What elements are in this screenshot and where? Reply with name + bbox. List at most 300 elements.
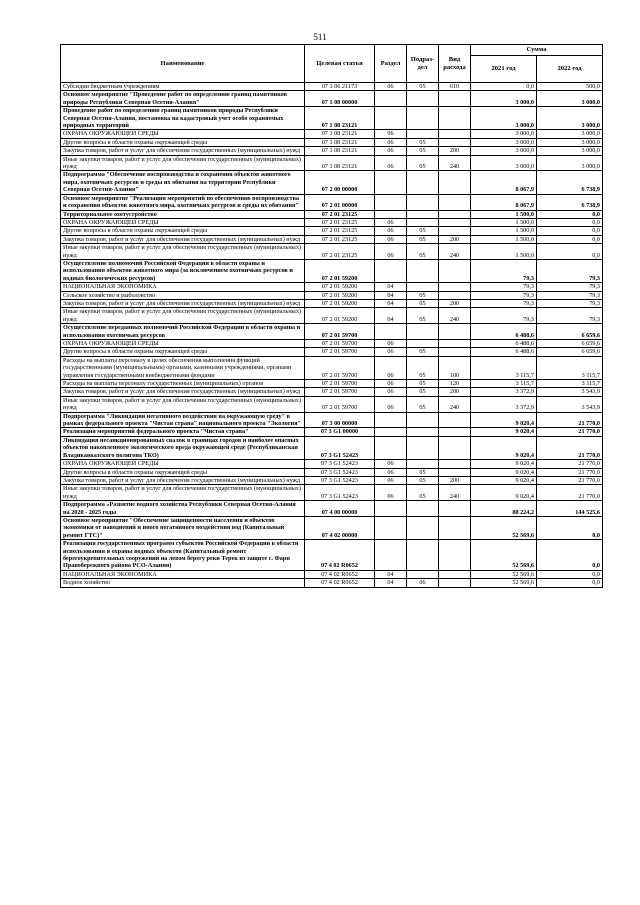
budget-table [60,44,603,588]
row-name: Ликвидация несанкционированных свалок в границах городов и наиболее опасных объектов накопленного экологического вреда окружающей среде (Республиканская Владикавказского полигона ТКО) [61,436,305,459]
table-row [61,235,603,243]
row-sum-2022: 3 000,0 [537,138,603,146]
row-expense-type: 240 [439,485,471,501]
row-sum-2022: 0,0 [537,244,603,260]
row-section: 06 [375,380,407,388]
row-subsection [407,194,439,210]
row-sum-2022: 21 770,0 [537,436,603,459]
row-name: Основное мероприятие "Реализация мероприятий по обеспечению воспроизводства и сохранения объектов животного мира, охотничьих ресурсов и среды их обитания" [61,194,305,210]
row-expense-type [439,259,471,282]
row-subsection: 05 [407,485,439,501]
row-sum-2021: 9 020,4 [471,412,537,428]
row-name: Сельское хозяйство и рыболовство [61,291,305,299]
page-number: 511 [313,32,327,42]
row-sum-2021: 8 067,9 [471,194,537,210]
row-subsection: 05 [407,299,439,307]
row-sum-2022: 21 770,0 [537,412,603,428]
row-sum-2022: 3 543,9 [537,396,603,412]
row-subsection [407,340,439,348]
row-name: НАЦИОНАЛЬНАЯ ЭКОНОМИКА [61,283,305,291]
row-sum-2022: 0,0 [537,570,603,578]
header-year-2021: 2021 год [471,56,537,83]
row-name: Осуществление полномочий Российской Федерации в области охраны и использования объектов животного мира (за исключением охотничьих ресурсов и водных биологических ресурсов) [61,259,305,282]
row-target-code: 07 3 G1 00000 [305,428,375,436]
row-sum-2022: 0,0 [537,218,603,226]
row-subsection: 05 [407,155,439,171]
row-target-code: 07 2 01 59700 [305,356,375,379]
row-subsection [407,516,439,539]
row-subsection [407,436,439,459]
row-section [375,259,407,282]
row-sum-2021: 3 000,0 [471,130,537,138]
row-sum-2021: 9 020,4 [471,485,537,501]
table-row [61,570,603,578]
row-sum-2022: 3 000,0 [537,147,603,155]
row-sum-2021: 9 020,4 [471,460,537,468]
row-target-code: 07 1 08 23121 [305,138,375,146]
row-sum-2022: 79,3 [537,283,603,291]
row-expense-type [439,501,471,517]
row-subsection [407,501,439,517]
row-sum-2022: 6 659,6 [537,324,603,340]
row-sum-2022: 6 738,9 [537,171,603,194]
row-target-code: 07 3 G1 52423 [305,476,375,484]
row-section [375,194,407,210]
header-expense-type: Вид расхода [439,45,471,83]
row-target-code: 07 2 01 00000 [305,194,375,210]
row-target-code: 07 4 00 00000 [305,501,375,517]
row-expense-type [439,324,471,340]
row-subsection: 05 [407,235,439,243]
row-sum-2021: 79,3 [471,299,537,307]
row-section: 06 [375,138,407,146]
table-row [61,130,603,138]
row-target-code: 07 2 01 59200 [305,299,375,307]
row-target-code: 07 2 01 59700 [305,348,375,356]
table-row [61,412,603,428]
row-name: Закупка товаров, работ и услуг для обеспечения государственных (муниципальных) нужд [61,235,305,243]
row-sum-2022: 500,0 [537,83,603,91]
table-row [61,324,603,340]
header-sum: Сумма [471,45,603,56]
row-sum-2022: 21 770,0 [537,428,603,436]
row-expense-type [439,91,471,107]
row-sum-2022: 0,0 [537,210,603,218]
row-subsection [407,460,439,468]
row-subsection [407,107,439,130]
row-expense-type [439,436,471,459]
row-target-code: 07 1 08 23121 [305,147,375,155]
row-expense-type [439,130,471,138]
row-name: Расходы на выплаты персоналу в целях обеспечения выполнения функций государственными (муниципальными) органами, казенными учреждениями, органами управления государственными внебюджетными фондами [61,356,305,379]
row-section: 06 [375,460,407,468]
row-target-code: 07 1 08 23121 [305,130,375,138]
row-expense-type: 610 [439,83,471,91]
row-subsection: 05 [407,227,439,235]
row-target-code: 07 2 01 23125 [305,244,375,260]
row-target-code: 07 2 01 23125 [305,235,375,243]
row-target-code: 07 1 08 23121 [305,155,375,171]
table-row [61,460,603,468]
row-expense-type [439,348,471,356]
row-section: 06 [375,147,407,155]
row-name: Подпрограмма «Развитие водного хозяйства Республики Северная Осетия-Алания на 2020 - 2025 годы [61,501,305,517]
row-sum-2022: 79,3 [537,299,603,307]
table-row [61,299,603,307]
row-subsection [407,570,439,578]
row-target-code: 07 4 02 R0652 [305,540,375,571]
row-subsection [407,324,439,340]
row-subsection [407,210,439,218]
row-name: Реализация мероприятий федерального проекта "Чистая страна" [61,428,305,436]
row-sum-2021: 52 569,6 [471,516,537,539]
header-year-2022: 2022 год [537,56,603,83]
row-sum-2022: 0,0 [537,540,603,571]
row-section [375,412,407,428]
row-section: 06 [375,155,407,171]
row-sum-2022: 21 770,0 [537,485,603,501]
row-section: 06 [375,227,407,235]
row-section: 06 [375,83,407,91]
table-row [61,308,603,324]
row-name: Расходы на выплаты персоналу государственных (муниципальных) органов [61,380,305,388]
row-subsection: 05 [407,147,439,155]
row-expense-type [439,540,471,571]
row-sum-2021: 79,3 [471,291,537,299]
row-name: ОХРАНА ОКРУЖАЮЩЕЙ СРЕДЫ [61,218,305,226]
table-row [61,283,603,291]
row-sum-2021: 79,3 [471,308,537,324]
table-row [61,171,603,194]
row-section: 06 [375,476,407,484]
row-target-code: 07 2 01 23125 [305,218,375,226]
row-section [375,171,407,194]
row-sum-2021: 79,3 [471,283,537,291]
table-row [61,138,603,146]
table-row [61,147,603,155]
row-target-code: 07 2 01 23125 [305,210,375,218]
row-sum-2021: 6 488,6 [471,348,537,356]
row-subsection [407,91,439,107]
row-section: 04 [375,579,407,587]
row-expense-type: 200 [439,147,471,155]
row-sum-2022: 21 770,0 [537,468,603,476]
row-expense-type: 200 [439,388,471,396]
row-name: НАЦИОНАЛЬНАЯ ЭКОНОМИКА [61,570,305,578]
row-subsection: 05 [407,476,439,484]
row-section: 04 [375,283,407,291]
header-section: Раздел [375,45,407,83]
row-name: Проведение работ по определению границ памятников природы Республики Северная Осетия-Алания, постановка на кадастровый учет особо охраняемых природных территорий [61,107,305,130]
row-sum-2022: 144 525,6 [537,501,603,517]
row-name: Иные закупки товаров, работ и услуг для обеспечения государственных (муниципальных) нужд [61,396,305,412]
row-section: 06 [375,485,407,501]
table-row [61,244,603,260]
row-section [375,210,407,218]
row-sum-2021: 79,3 [471,259,537,282]
table-row [61,396,603,412]
row-sum-2022: 0,0 [537,227,603,235]
table-row [61,348,603,356]
row-expense-type: 240 [439,308,471,324]
row-subsection: 06 [407,579,439,587]
row-name: Иные закупки товаров, работ и услуг для обеспечения государственных (муниципальных) нужд [61,485,305,501]
row-name: Закупка товаров, работ и услуг для обеспечения государственных (муниципальных) нужд [61,388,305,396]
row-expense-type [439,460,471,468]
row-section: 06 [375,235,407,243]
row-expense-type [439,283,471,291]
row-name: Осуществление переданных полномочий Российской Федерации в области охраны и использования охотничьих ресурсов [61,324,305,340]
table-row [61,91,603,107]
table-row [61,356,603,379]
row-sum-2022: 0,0 [537,579,603,587]
row-sum-2021: 1 500,0 [471,218,537,226]
table-row [61,540,603,571]
row-sum-2022: 3 115,7 [537,380,603,388]
row-sum-2021: 6 488,6 [471,324,537,340]
row-sum-2022: 6 659,6 [537,348,603,356]
row-expense-type: 200 [439,235,471,243]
row-sum-2021: 0,0 [471,83,537,91]
row-subsection [407,171,439,194]
row-name: Закупка товаров, работ и услуг для обеспечения государственных (муниципальных) нужд [61,299,305,307]
table-row [61,107,603,130]
table-row [61,428,603,436]
row-section: 04 [375,299,407,307]
row-subsection: 05 [407,83,439,91]
row-sum-2021: 3 000,0 [471,107,537,130]
header-code: Целевая статья [305,45,375,83]
row-name: Субсидии бюджетным учреждениям [61,83,305,91]
row-section: 04 [375,308,407,324]
row-sum-2021: 9 020,4 [471,436,537,459]
row-name: Реализация государственных программ субъектов Российской Федерации в области использования и охраны водных объектов (Капитальный ремонт берегоукрепительных сооружений на левом берегу реки Терек из защите с. Фарн Правобережного района РСО-Алания) [61,540,305,571]
row-target-code: 07 1 06 21173 [305,83,375,91]
row-name: ОХРАНА ОКРУЖАЮЩЕЙ СРЕДЫ [61,460,305,468]
row-expense-type: 240 [439,244,471,260]
table-row [61,380,603,388]
row-subsection: 05 [407,356,439,379]
row-target-code: 07 2 01 59200 [305,308,375,324]
table-row [61,485,603,501]
row-subsection [407,540,439,571]
row-sum-2021: 3 000,0 [471,155,537,171]
row-section: 06 [375,130,407,138]
row-sum-2021: 1 500,0 [471,235,537,243]
row-sum-2022: 6 738,9 [537,194,603,210]
row-sum-2021: 52 569,6 [471,570,537,578]
row-expense-type: 100 [439,356,471,379]
row-expense-type [439,107,471,130]
row-expense-type: 200 [439,476,471,484]
row-sum-2022: 79,3 [537,308,603,324]
table-row [61,83,603,91]
row-expense-type [439,227,471,235]
row-expense-type [439,428,471,436]
row-name: Территориальное охотустройство [61,210,305,218]
row-subsection: 05 [407,380,439,388]
row-sum-2021: 52 569,6 [471,579,537,587]
row-target-code: 07 2 01 59700 [305,380,375,388]
row-sum-2021: 3 372,9 [471,388,537,396]
row-sum-2022: 3 000,0 [537,91,603,107]
table-body [61,83,603,588]
row-sum-2022: 21 770,0 [537,476,603,484]
row-section: 06 [375,244,407,260]
row-subsection: 05 [407,291,439,299]
row-name: Другие вопросы в области охраны окружающей среды [61,227,305,235]
row-section: 06 [375,396,407,412]
table-row [61,227,603,235]
row-subsection [407,283,439,291]
row-expense-type [439,570,471,578]
table-row [61,259,603,282]
header-subsection: Подраз-дел [407,45,439,83]
row-subsection: 05 [407,468,439,476]
row-name: Закупка товаров, работ и услуг для обеспечения государственных (муниципальных) нужд [61,147,305,155]
row-target-code: 07 3 G1 52423 [305,460,375,468]
row-subsection [407,412,439,428]
row-target-code: 07 2 01 59700 [305,388,375,396]
row-sum-2022: 79,3 [537,259,603,282]
row-subsection [407,259,439,282]
row-sum-2022: 6 659,6 [537,340,603,348]
row-sum-2021: 3 372,9 [471,396,537,412]
row-subsection: 05 [407,244,439,260]
table-row [61,155,603,171]
row-expense-type: 200 [439,299,471,307]
row-expense-type [439,194,471,210]
row-target-code: 07 3 G1 52423 [305,436,375,459]
row-sum-2022: 3 000,0 [537,130,603,138]
row-target-code: 07 3 00 00000 [305,412,375,428]
row-name: Основное мероприятие "Проведение работ по определению границ памятников природы Республики Северная Осетия-Алания" [61,91,305,107]
table-row [61,476,603,484]
row-target-code: 07 2 01 59200 [305,259,375,282]
row-expense-type [439,412,471,428]
row-section [375,516,407,539]
table-row [61,516,603,539]
row-expense-type: 240 [439,396,471,412]
row-target-code: 07 2 01 59200 [305,283,375,291]
row-sum-2021: 9 020,4 [471,476,537,484]
table-row [61,501,603,517]
row-sum-2021: 52 569,6 [471,540,537,571]
table-row [61,194,603,210]
row-section: 04 [375,570,407,578]
row-sum-2022: 3 000,0 [537,155,603,171]
table-row [61,340,603,348]
row-expense-type [439,218,471,226]
row-sum-2021: 8 067,9 [471,171,537,194]
row-sum-2021: 88 224,2 [471,501,537,517]
row-target-code: 07 1 08 00000 [305,91,375,107]
row-expense-type: 240 [439,155,471,171]
row-section: 06 [375,340,407,348]
row-sum-2022: 0,0 [537,235,603,243]
row-sum-2021: 9 020,4 [471,468,537,476]
row-target-code: 07 2 01 23125 [305,227,375,235]
row-name: Закупка товаров, работ и услуг для обеспечения государственных (муниципальных) нужд [61,476,305,484]
row-section [375,540,407,571]
row-expense-type [439,468,471,476]
row-name: ОХРАНА ОКРУЖАЮЩЕЙ СРЕДЫ [61,340,305,348]
header-name: Наименование [61,45,305,83]
row-sum-2021: 1 500,0 [471,244,537,260]
row-sum-2021: 1 500,0 [471,227,537,235]
row-section: 06 [375,356,407,379]
row-expense-type: 120 [439,380,471,388]
row-name: Водное хозяйство [61,579,305,587]
row-section [375,436,407,459]
row-sum-2022: 21 770,0 [537,460,603,468]
table-row [61,436,603,459]
row-target-code: 07 4 02 R0652 [305,579,375,587]
row-section: 06 [375,218,407,226]
row-sum-2021: 1 500,0 [471,210,537,218]
row-target-code: 07 2 01 59700 [305,324,375,340]
row-section [375,107,407,130]
row-name: Основное мероприятие "Обеспечение защищенности населения и объектов экономики от наводнений и иного негативного воздействия вод (Капитальный ремонт ГТС)" [61,516,305,539]
row-target-code: 07 3 G1 52423 [305,485,375,501]
row-name: Другие вопросы в области охраны окружающей среды [61,348,305,356]
row-sum-2022: 3 115,7 [537,356,603,379]
row-subsection: 05 [407,308,439,324]
row-name: Другие вопросы в области охраны окружающей среды [61,468,305,476]
row-section: 06 [375,388,407,396]
row-section [375,428,407,436]
row-subsection: 05 [407,388,439,396]
row-sum-2021: 3 000,0 [471,91,537,107]
row-target-code: 07 4 02 00000 [305,516,375,539]
table-row [61,468,603,476]
row-sum-2022: 79,3 [537,291,603,299]
row-sum-2021: 9 020,4 [471,428,537,436]
row-expense-type [439,340,471,348]
row-subsection: 05 [407,348,439,356]
table-row [61,210,603,218]
row-section: 06 [375,468,407,476]
row-expense-type [439,291,471,299]
row-expense-type [439,171,471,194]
row-target-code: 07 2 01 59200 [305,291,375,299]
table-row [61,579,603,587]
row-subsection: 05 [407,396,439,412]
row-subsection [407,218,439,226]
row-name: Другие вопросы в области охраны окружающей среды [61,138,305,146]
row-sum-2022: 3 543,9 [537,388,603,396]
row-sum-2021: 3 000,0 [471,147,537,155]
row-section: 04 [375,291,407,299]
table-header [61,45,603,83]
table-row [61,388,603,396]
row-subsection [407,428,439,436]
row-target-code: 07 2 01 59700 [305,396,375,412]
row-sum-2022: 3 000,0 [537,107,603,130]
row-sum-2021: 3 115,7 [471,356,537,379]
row-section [375,91,407,107]
row-sum-2021: 6 488,6 [471,340,537,348]
row-target-code: 07 2 00 00000 [305,171,375,194]
table-row [61,291,603,299]
row-sum-2021: 3 000,0 [471,138,537,146]
table-row [61,218,603,226]
row-name: Иные закупки товаров, работ и услуг для обеспечения государственных (муниципальных) нужд [61,244,305,260]
row-subsection: 05 [407,138,439,146]
row-section: 06 [375,348,407,356]
row-expense-type [439,516,471,539]
row-name: Иные закупки товаров, работ и услуг для обеспечения государственных (муниципальных) нужд [61,155,305,171]
